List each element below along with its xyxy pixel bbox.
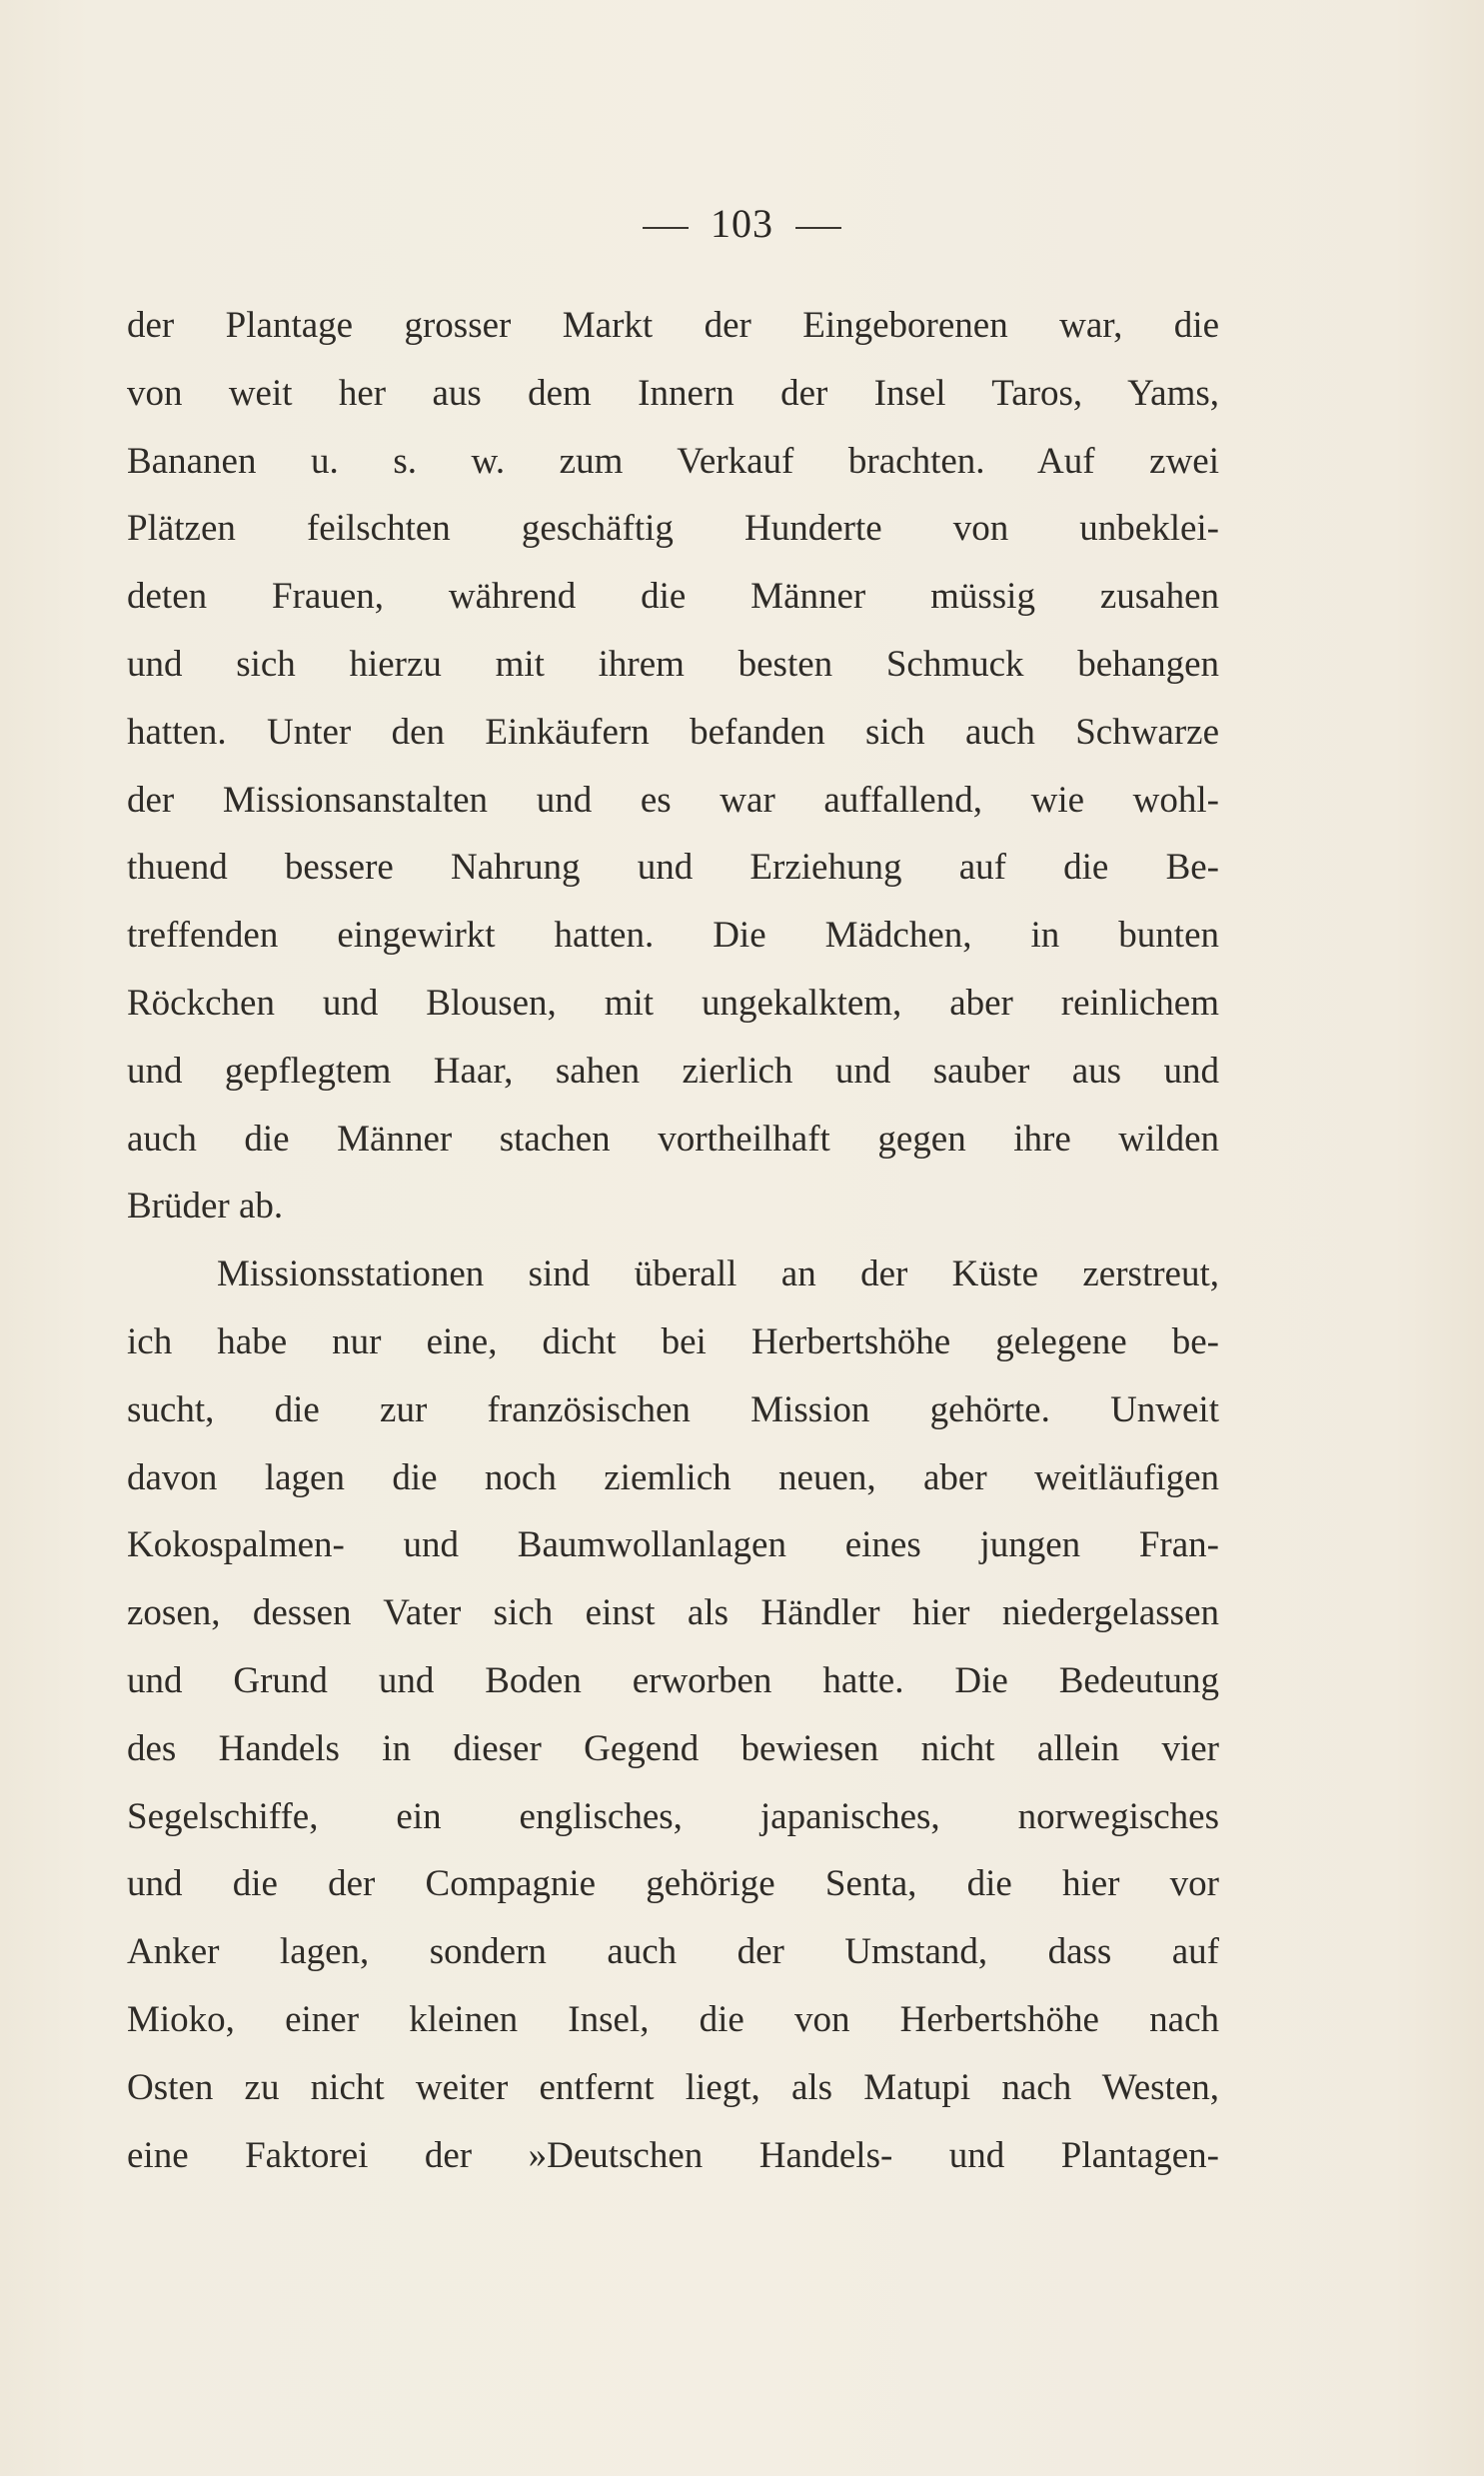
page-number: 103 (711, 201, 773, 246)
text-line: zosen, dessen Vater sich einst als Händler hier niedergelassen (127, 1592, 1219, 1634)
body-text (127, 292, 1219, 2189)
text-line: davon lagen die noch ziemlich neuen, aber weitläufigen (127, 1456, 1219, 1498)
text-line: und die der Compagnie gehörige Senta, die hier vor (127, 1863, 1219, 1905)
text-line: eine Faktorei der »Deutschen Handels- und Plantagen- (127, 2134, 1219, 2176)
text-line: sucht, die zur französischen Mission gehörte. Unweit (127, 1388, 1219, 1430)
text-line: hatten. Unter den Einkäufern befanden sich auch Schwarze (127, 711, 1219, 753)
text-line: Mioko, einer kleinen Insel, die von Herbertshöhe nach (127, 1998, 1219, 2040)
text-line: thuend bessere Nahrung und Erziehung auf die Be- (127, 847, 1219, 889)
text-line: Segelschiffe, ein englisches, japanisches, norwegisches (127, 1795, 1219, 1837)
text-line: des Handels in dieser Gegend bewiesen nicht allein vier (127, 1727, 1219, 1769)
text-line: und sich hierzu mit ihrem besten Schmuck behangen (127, 643, 1219, 685)
text-line: deten Frauen, während die Männer müssig zusahen (127, 576, 1219, 618)
left-dash (643, 227, 689, 229)
paragraph-end-line: Brüder ab. (127, 1186, 284, 1228)
text-line: von weit her aus dem Innern der Insel Taros, Yams, (127, 372, 1219, 414)
text-line: treffenden eingewirkt hatten. Die Mädchen, in bunten (127, 915, 1219, 957)
text-line: Osten zu nicht weiter entfernt liegt, als Matupi nach Westen, (127, 2066, 1219, 2108)
text-line: Bananen u. s. w. zum Verkauf brachten. Auf zwei (127, 440, 1219, 482)
text-line: der Missionsanstalten und es war auffallend, wie wohl- (127, 779, 1219, 821)
page-header (0, 200, 1484, 247)
text-line: Plätzen feilschten geschäftig Hunderte von unbeklei- (127, 508, 1219, 550)
text-line: und gepflegtem Haar, sahen zierlich und sauber aus und (127, 1050, 1219, 1092)
text-line: Anker lagen, sondern auch der Umstand, dass auf (127, 1931, 1219, 1973)
right-dash (795, 227, 841, 229)
text-line: der Plantage grosser Markt der Eingeborenen war, die (127, 305, 1219, 346)
paragraph-start-line: Missionsstationen sind überall an der Küste zerstreut, (217, 1253, 1219, 1295)
text-line: Röckchen und Blousen, mit ungekalktem, aber reinlichem (127, 982, 1219, 1024)
text-line: und Grund und Boden erworben hatte. Die Bedeutung (127, 1659, 1219, 1701)
text-line: Kokospalmen- und Baumwollanlagen eines jungen Fran- (127, 1524, 1219, 1566)
text-line: auch die Männer stachen vortheilhaft gegen ihre wilden (127, 1118, 1219, 1160)
text-line: ich habe nur eine, dicht bei Herbertshöhe gelegene be- (127, 1320, 1219, 1362)
